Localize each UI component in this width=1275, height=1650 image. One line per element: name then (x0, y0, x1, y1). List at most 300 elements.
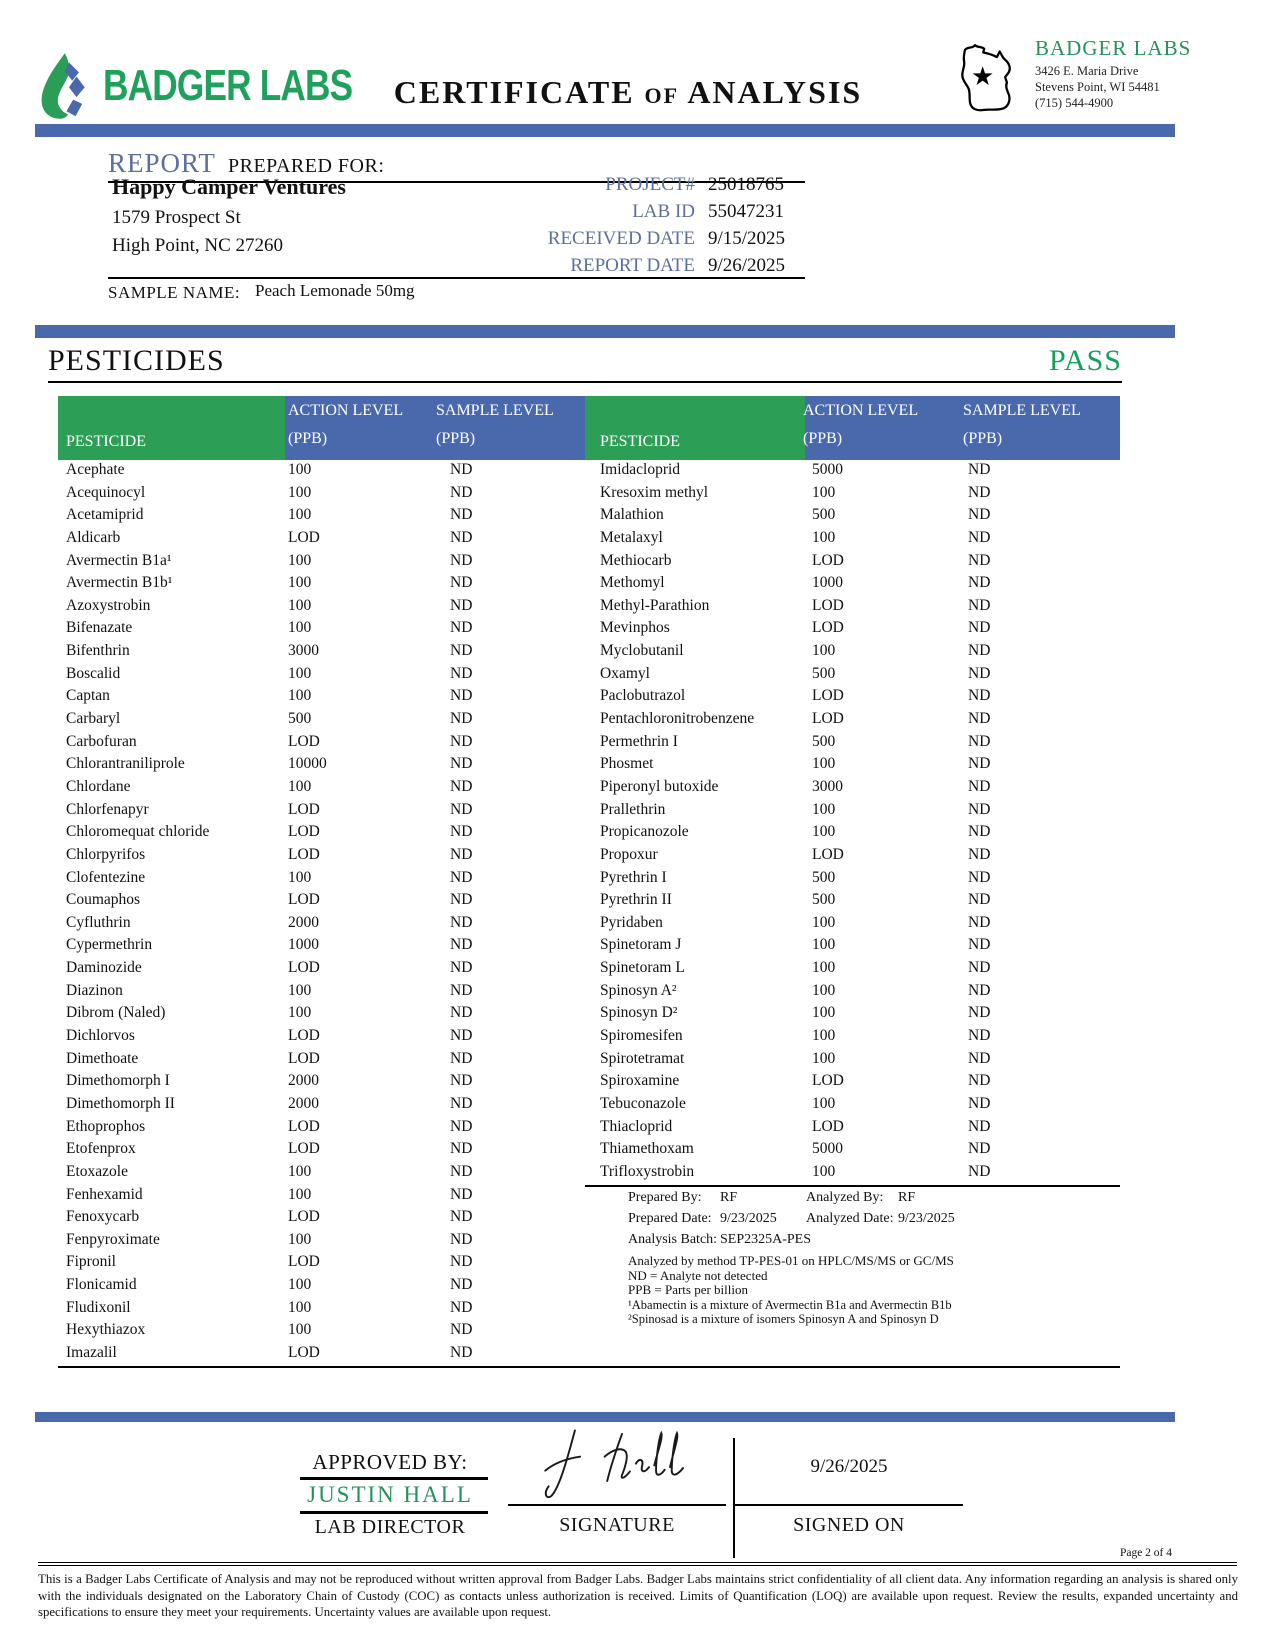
pesticide-row (58, 823, 585, 846)
pesticide-name: Spiromesifen (600, 1027, 683, 1045)
sample-level-value: ND (968, 1072, 991, 1090)
pesticide-name: Propicanozole (600, 823, 689, 841)
pesticide-row (58, 1186, 585, 1209)
sample-level-value: ND (968, 574, 991, 592)
sample-level-value: ND (968, 461, 991, 478)
sample-level-value: ND (450, 936, 473, 954)
action-level-value: 500 (812, 506, 836, 524)
pesticide-name: Acequinocyl (66, 483, 146, 501)
sample-level-value: ND (450, 528, 473, 546)
pesticide-row (585, 1050, 1120, 1073)
footer-double-rule (38, 1562, 1237, 1566)
action-level-value: 100 (288, 777, 312, 795)
leaf-icon (35, 50, 93, 122)
pesticide-row (585, 552, 1120, 575)
action-level-value: LOD (288, 1208, 320, 1226)
sample-level-value: ND (450, 1253, 473, 1271)
sample-level-value: ND (968, 664, 991, 682)
col-header-pesticide-left: PESTICIDE (66, 433, 146, 450)
signed-date-rule (735, 1504, 963, 1506)
wisconsin-icon (945, 36, 1027, 120)
sample-level-value: ND (968, 551, 991, 569)
action-level-value: 100 (812, 483, 836, 501)
pesticide-row (58, 1095, 585, 1118)
divider-bar-top (35, 124, 1175, 137)
prepared-for-label: PREPARED FOR: (228, 155, 385, 177)
action-level-value: 100 (812, 1004, 836, 1022)
pesticide-row (585, 733, 1120, 756)
report-meta-block (405, 174, 805, 282)
approver-title: LAB DIRECTOR (314, 1516, 466, 1538)
sample-level-value: ND (968, 959, 991, 977)
pesticide-name: Coumaphos (66, 891, 141, 909)
action-level-value: 100 (288, 596, 312, 614)
action-level-value: 100 (288, 687, 312, 705)
pesticide-name: Carbaryl (66, 710, 121, 728)
pesticide-row (585, 687, 1120, 710)
lab-address-line1: 3426 E. Maria Drive (1035, 64, 1139, 78)
sample-level-value: ND (968, 777, 991, 795)
prepared-by-value: RF (720, 1190, 738, 1205)
pesticide-row (58, 1118, 585, 1141)
analysis-batch-label: Analysis Batch: (628, 1232, 718, 1247)
pesticide-row (58, 665, 585, 688)
action-level-value: 100 (288, 1298, 312, 1316)
sample-level-value: ND (450, 891, 473, 909)
sample-level-value: ND (968, 1027, 991, 1045)
pesticide-name: Paclobutrazol (600, 687, 686, 705)
lab-address-line2: Stevens Point, WI 54481 (1035, 80, 1160, 94)
signed-on-label: SIGNED ON (793, 1514, 905, 1536)
pesticide-row (585, 846, 1120, 869)
pesticide-row (585, 1118, 1120, 1141)
sample-level-value: ND (450, 619, 473, 637)
action-level-value: LOD (288, 1049, 320, 1067)
pesticide-name: Hexythiazox (66, 1321, 146, 1339)
pesticide-name: Avermectin B1a¹ (66, 551, 172, 569)
sample-level-value: ND (450, 1185, 473, 1203)
sample-level-value: ND (968, 936, 991, 954)
analyzed-date-value: 9/23/2025 (898, 1211, 955, 1226)
action-level-value: 100 (288, 1162, 312, 1180)
sample-level-value: ND (450, 596, 473, 614)
analyzed-by-value: RF (898, 1190, 916, 1205)
pesticide-name: Fenoxycarb (66, 1208, 140, 1226)
analyzed-by-label: Analyzed By: (806, 1190, 884, 1205)
pesticide-table-right (585, 461, 1120, 1186)
pesticide-row (58, 869, 585, 892)
pesticide-name: Chlorantraniliprole (66, 755, 185, 773)
action-level-value: 500 (812, 868, 836, 886)
pesticide-row (58, 801, 585, 824)
client-name: Happy Camper Ventures (112, 174, 346, 199)
ppb-definition-note: PPB = Parts per billion (628, 1282, 749, 1297)
sample-level-value: ND (450, 959, 473, 977)
sample-level-value: ND (968, 483, 991, 501)
action-level-value: 2000 (288, 913, 319, 931)
client-address-line1: 1579 Prospect St (112, 207, 241, 228)
method-note: Analyzed by method TP-PES-01 on HPLC/MS/MS or GC/MS (628, 1253, 954, 1268)
sample-level-value: ND (450, 1208, 473, 1226)
sample-level-value: ND (968, 1140, 991, 1158)
pesticide-row (58, 597, 585, 620)
sample-level-value: ND (968, 1094, 991, 1112)
section-rule (48, 381, 1122, 383)
sample-level-value: ND (450, 687, 473, 705)
sample-level-value: ND (968, 642, 991, 660)
sample-level-value: ND (968, 913, 991, 931)
pesticide-name: Fludixonil (66, 1298, 131, 1316)
pesticide-name: Pyrethrin I (600, 868, 667, 886)
sample-level-value: ND (450, 981, 473, 999)
pesticide-row (58, 959, 585, 982)
sample-level-value: ND (968, 687, 991, 705)
col-header-sample-right: SAMPLE LEVEL (963, 402, 1081, 419)
pesticide-row (585, 665, 1120, 688)
pesticide-row (58, 982, 585, 1005)
pesticide-name: Acetamiprid (66, 506, 144, 524)
sample-level-value: ND (450, 1343, 473, 1361)
action-level-value: LOD (812, 1117, 844, 1135)
approver-rule-bottom (300, 1511, 488, 1514)
action-level-value: LOD (288, 1027, 320, 1045)
spinosad-footnote: ²Spinosad is a mixture of isomers Spinosyn A and Spinosyn D (628, 1312, 939, 1326)
sample-level-value: ND (450, 845, 473, 863)
pesticide-name: Etofenprox (66, 1140, 136, 1158)
pesticide-name: Imidacloprid (600, 461, 681, 478)
action-level-value: 100 (288, 461, 312, 478)
pass-badge: PASS (1049, 344, 1122, 377)
pesticide-row (585, 914, 1120, 937)
sample-level-value: ND (450, 800, 473, 818)
sample-level-value: ND (450, 868, 473, 886)
pesticide-name: Fenhexamid (66, 1185, 143, 1203)
pesticide-row (58, 891, 585, 914)
lab-phone: (715) 544-4900 (1035, 96, 1114, 110)
pesticide-name: Bifenazate (66, 619, 133, 637)
table-bottom-rule (58, 1366, 1120, 1368)
action-level-value: LOD (812, 596, 844, 614)
pesticide-name: Dibrom (Naled) (66, 1004, 166, 1022)
col-header-action-left: ACTION LEVEL (288, 402, 404, 419)
pesticide-row (58, 552, 585, 575)
pesticide-row (58, 914, 585, 937)
sample-level-value: ND (450, 1027, 473, 1045)
sample-level-value: ND (968, 528, 991, 546)
action-level-value: LOD (288, 959, 320, 977)
report-date-label: REPORT DATE (570, 255, 695, 276)
pesticide-name: Captan (66, 687, 110, 705)
pesticide-row (585, 1140, 1120, 1163)
logo-wordmark: BADGER LABS (103, 61, 353, 110)
sample-level-value: ND (968, 868, 991, 886)
pesticide-row (58, 1344, 585, 1367)
pesticide-name: Methyl-Parathion (600, 596, 710, 614)
report-heading: REPORT (108, 148, 216, 178)
labid-label: LAB ID (632, 201, 695, 222)
action-level-value: 500 (812, 732, 836, 750)
sample-name-label: SAMPLE NAME: (108, 283, 241, 302)
col-header-pesticide-right: PESTICIDE (600, 433, 680, 450)
col-header-action-unit-right: (PPB) (803, 430, 843, 447)
action-level-value: 100 (812, 1027, 836, 1045)
sample-level-value: ND (968, 732, 991, 750)
footer-disclaimer: This is a Badger Labs Certificate of Analysis and may not be reproduced without written approval from Badger Labs. Badger Labs maintains strict confidentiality of all client data. Any information regarding an analysis is shared only with the individuals designated on the Laboratory Chain of Custody (COC) as contacts unless authorization is received. Limits of Quantification (LOQ) are available upon request. Review the results, expanded uncertainty and specifications to ensure they meet your requirements. Uncertainty values are available upon request. (38, 1572, 1238, 1619)
prepared-date-value: 9/23/2025 (720, 1211, 777, 1226)
pesticide-row (585, 574, 1120, 597)
star-icon: ★ (971, 62, 995, 91)
lab-name: BADGER LABS (1035, 36, 1192, 60)
pesticide-name: Bifenthrin (66, 642, 130, 660)
nd-definition-note: ND = Analyte not detected (628, 1267, 768, 1283)
pesticide-row (585, 1095, 1120, 1118)
sample-level-value: ND (450, 1140, 473, 1158)
action-level-value: 5000 (812, 1140, 843, 1158)
pesticide-row (585, 959, 1120, 982)
approver-name: JUSTIN HALL (307, 1482, 473, 1507)
pesticide-name: Carbofuran (66, 732, 137, 750)
pesticide-name: Ethoprophos (66, 1117, 146, 1135)
pesticide-name: Aldicarb (66, 528, 121, 546)
prepared-date-label: Prepared Date: (628, 1211, 712, 1226)
pesticide-row (58, 506, 585, 529)
action-level-value: 100 (812, 1162, 836, 1180)
pesticide-row (58, 1276, 585, 1299)
action-level-value: 5000 (812, 461, 843, 478)
sample-level-value: ND (450, 1162, 473, 1180)
pesticide-name: Dimethomorph II (66, 1094, 175, 1112)
labid-value: 55047231 (708, 201, 784, 222)
pesticide-name: Imazalil (66, 1343, 117, 1361)
pesticide-row (585, 1163, 1120, 1186)
sample-level-value: ND (450, 732, 473, 750)
action-level-value: LOD (288, 528, 320, 546)
pesticide-row (58, 484, 585, 507)
pesticide-name: Tebuconazole (600, 1094, 686, 1112)
pesticide-row (58, 1299, 585, 1322)
pesticide-name: Myclobutanil (600, 642, 684, 660)
pesticide-name: Spinetoram J (600, 936, 682, 954)
sample-level-value: ND (968, 619, 991, 637)
pesticide-name: Pyridaben (600, 913, 663, 931)
pesticide-name: Cypermethrin (66, 936, 153, 954)
pesticide-row (585, 619, 1120, 642)
pesticide-row (58, 936, 585, 959)
action-level-value: LOD (812, 1072, 844, 1090)
pesticide-name: Methiocarb (600, 551, 672, 569)
badger-labs-logo (35, 50, 415, 122)
action-level-value: LOD (288, 800, 320, 818)
sample-level-value: ND (450, 913, 473, 931)
pesticide-row (58, 846, 585, 869)
pesticide-name: Spiroxamine (600, 1072, 680, 1090)
action-level-value: LOD (288, 1140, 320, 1158)
action-level-value: 500 (288, 710, 312, 728)
action-level-value: LOD (288, 845, 320, 863)
sample-level-value: ND (968, 800, 991, 818)
pesticide-name: Fipronil (66, 1253, 116, 1271)
sample-level-value: ND (450, 1049, 473, 1067)
sample-level-value: ND (968, 755, 991, 773)
action-level-value: LOD (812, 551, 844, 569)
action-level-value: 2000 (288, 1072, 319, 1090)
client-block-rule (108, 277, 805, 279)
pesticide-row (585, 506, 1120, 529)
pesticide-name: Pentachloronitrobenzene (600, 710, 755, 728)
pesticide-row (585, 982, 1120, 1005)
pesticide-row (58, 1050, 585, 1073)
sample-level-value: ND (968, 1004, 991, 1022)
sample-level-value: ND (450, 1004, 473, 1022)
sample-level-value: ND (968, 710, 991, 728)
pesticide-name: Boscalid (66, 664, 121, 682)
action-level-value: 100 (812, 959, 836, 977)
pesticide-row (585, 484, 1120, 507)
sample-level-value: ND (450, 777, 473, 795)
pesticide-name: Diazinon (66, 981, 123, 999)
signed-date: 9/26/2025 (810, 1456, 888, 1477)
action-level-value: 100 (812, 981, 836, 999)
sample-level-value: ND (968, 1049, 991, 1067)
pesticide-row (58, 1208, 585, 1231)
action-level-value: 1000 (288, 936, 319, 954)
pesticide-row (58, 574, 585, 597)
pesticide-name: Cyfluthrin (66, 913, 131, 931)
pesticide-name: Thiamethoxam (600, 1140, 694, 1158)
action-level-value: 500 (812, 891, 836, 909)
sample-name-value: Peach Lemonade 50mg (255, 281, 415, 300)
sample-level-value: ND (450, 1298, 473, 1316)
sample-level-value: ND (450, 1276, 473, 1294)
action-level-value: 100 (812, 755, 836, 773)
pesticide-name: Permethrin I (600, 732, 678, 750)
sample-level-value: ND (450, 1117, 473, 1135)
pesticide-row (58, 619, 585, 642)
pesticide-name: Chlorpyrifos (66, 845, 146, 863)
sample-level-value: ND (450, 1321, 473, 1339)
action-level-value: 2000 (288, 1094, 319, 1112)
pesticide-row (585, 801, 1120, 824)
pesticide-row (58, 1163, 585, 1186)
pesticide-name: Etoxazole (66, 1162, 128, 1180)
pesticide-row (58, 755, 585, 778)
pesticide-name: Malathion (600, 506, 664, 524)
pesticide-name: Spinosyn D² (600, 1004, 678, 1022)
sample-level-value: ND (450, 574, 473, 592)
sample-level-value: ND (968, 1162, 991, 1180)
sample-level-value: ND (968, 1117, 991, 1135)
pesticide-name: Fenpyroximate (66, 1230, 160, 1248)
sample-level-value: ND (968, 506, 991, 524)
approved-by-label: APPROVED BY: (312, 1450, 468, 1474)
pesticide-name: Spinosyn A² (600, 981, 677, 999)
project-value: 25018765 (708, 174, 784, 195)
action-level-value: 100 (812, 936, 836, 954)
action-level-value: 100 (288, 551, 312, 569)
pesticide-name: Dichlorvos (66, 1027, 135, 1045)
action-level-value: LOD (288, 823, 320, 841)
pesticide-row (58, 778, 585, 801)
col-header-sample-left: SAMPLE LEVEL (436, 402, 554, 419)
action-level-value: LOD (812, 710, 844, 728)
sample-level-value: ND (968, 823, 991, 841)
pesticide-row (58, 642, 585, 665)
pesticide-name: Clofentezine (66, 868, 146, 886)
action-level-value: 100 (812, 823, 836, 841)
sample-level-value: ND (968, 891, 991, 909)
section-title: PESTICIDES (48, 344, 225, 377)
action-level-value: 1000 (812, 574, 843, 592)
action-level-value: 100 (812, 913, 836, 931)
approver-rule-top (300, 1477, 488, 1480)
received-date-label: RECEIVED DATE (547, 228, 695, 249)
pesticide-row (585, 936, 1120, 959)
action-level-value: LOD (288, 1343, 320, 1361)
signature-label: SIGNATURE (559, 1514, 675, 1536)
sample-level-value: ND (450, 1072, 473, 1090)
col-header-sample-unit-left: (PPB) (436, 430, 476, 447)
page-title: CERTIFICATE of ANALYSIS (393, 74, 863, 110)
pesticide-name: Chloromequat chloride (66, 823, 210, 841)
action-level-value: 100 (812, 1049, 836, 1067)
pesticide-row (58, 1004, 585, 1027)
action-level-value: 100 (812, 642, 836, 660)
pesticide-row (58, 1321, 585, 1344)
pesticide-row (58, 1072, 585, 1095)
pesticide-table-left (58, 461, 585, 1367)
pesticide-name: Piperonyl butoxide (600, 777, 719, 795)
action-level-value: 100 (288, 506, 312, 524)
meta-row-labid (405, 201, 805, 228)
sample-level-value: ND (450, 506, 473, 524)
pesticide-name: Prallethrin (600, 800, 666, 818)
pesticide-name: Dimethomorph I (66, 1072, 170, 1090)
sample-level-value: ND (450, 551, 473, 569)
action-level-value: LOD (288, 732, 320, 750)
pesticide-row (585, 461, 1120, 484)
action-level-value: 100 (288, 981, 312, 999)
pesticide-name: Methomyl (600, 574, 665, 592)
sample-level-value: ND (450, 461, 473, 478)
pesticide-name: Propoxur (600, 845, 658, 863)
sample-level-value: ND (450, 710, 473, 728)
pesticide-row (585, 869, 1120, 892)
project-label: PROJECT# (605, 174, 695, 195)
analysis-meta-block (628, 1190, 1098, 1327)
pesticide-row (58, 733, 585, 756)
analysis-batch-value: SEP2325A-PES (720, 1232, 812, 1247)
pesticide-row (58, 461, 585, 484)
pesticide-name: Kresoxim methyl (600, 483, 709, 501)
sample-level-value: ND (450, 483, 473, 501)
action-level-value: 3000 (288, 642, 319, 660)
action-level-value: LOD (812, 619, 844, 637)
action-level-value: LOD (812, 845, 844, 863)
sample-level-value: ND (450, 664, 473, 682)
prepared-by-label: Prepared By: (628, 1190, 702, 1205)
col-header-action-unit-left: (PPB) (288, 430, 328, 447)
analyzed-date-label: Analyzed Date: (806, 1211, 894, 1226)
action-level-value: 100 (288, 1004, 312, 1022)
signature-image (538, 1420, 713, 1502)
action-level-value: 100 (288, 664, 312, 682)
action-level-value: 100 (812, 1094, 836, 1112)
pesticide-row (58, 529, 585, 552)
pesticide-row (58, 1253, 585, 1276)
pesticide-row (58, 710, 585, 733)
sample-level-value: ND (450, 1230, 473, 1248)
pesticide-row (585, 1027, 1120, 1050)
